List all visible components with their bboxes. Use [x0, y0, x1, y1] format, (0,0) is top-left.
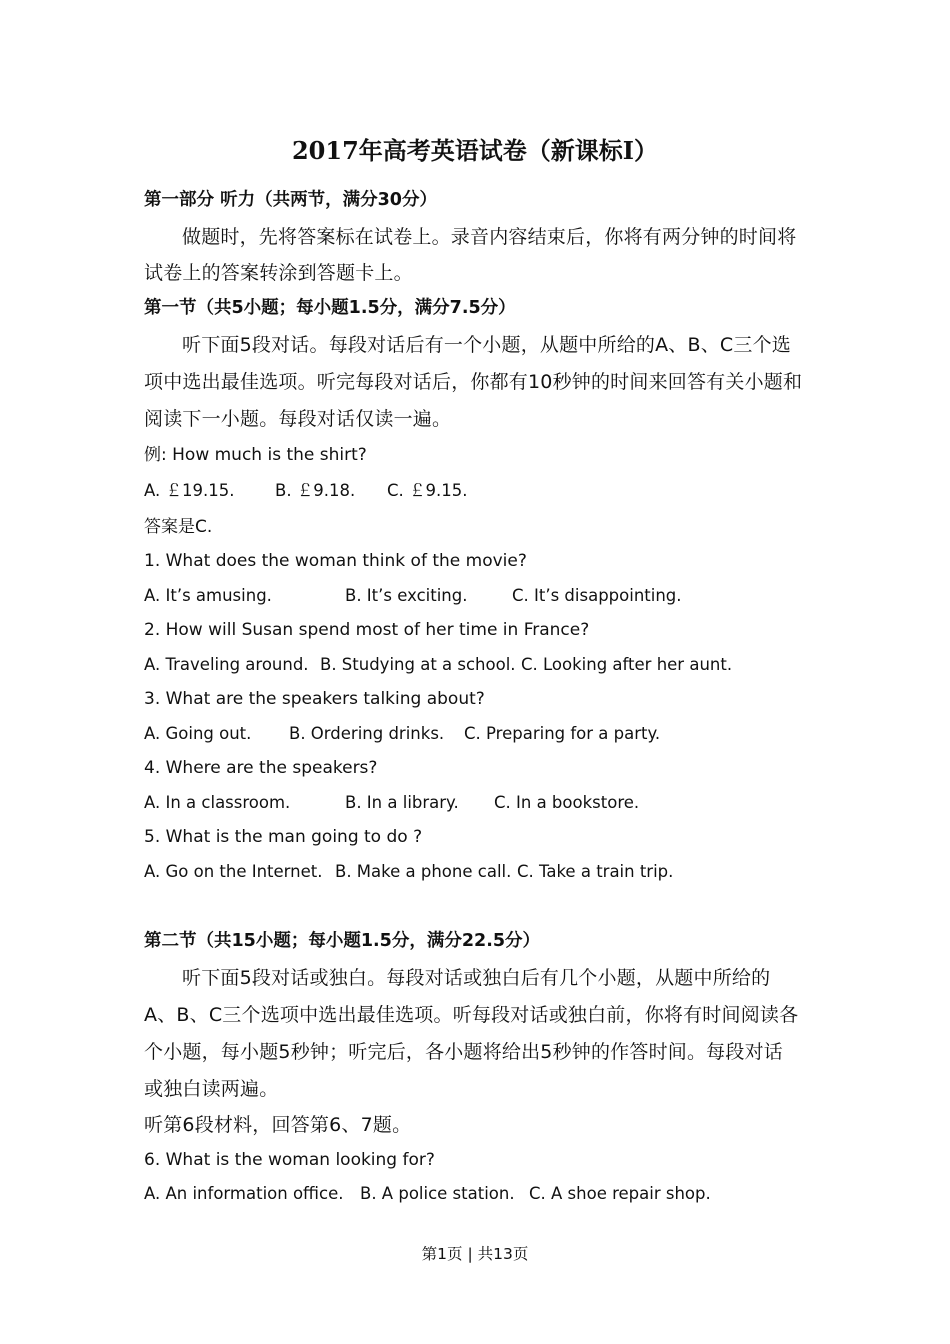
q2-option-b: B. Studying at a school.	[320, 655, 516, 674]
section1-desc-line2: 项中选出最佳选项。听完每段对话后，你都有10秒钟的时间来回答有关小题和	[144, 371, 803, 393]
q4-option-b: B. In a library.	[345, 793, 459, 812]
question-4: 4. Where are the speakers?	[144, 758, 378, 778]
section2-desc-line3: 个小题，每小题5秒钟；听完后，各小题将给出5秒钟的作答时间。每段对话	[144, 1041, 783, 1063]
q6-option-a: A. An information office.	[144, 1184, 344, 1203]
q3-option-b: B. Ordering drinks.	[289, 724, 445, 743]
part1-heading: 第一部分 听力（共两节，满分30分）	[144, 190, 437, 210]
section1-heading: 第一节（共5小题；每小题1.5分，满分7.5分）	[144, 298, 516, 318]
q3-option-c: C. Preparing for a party.	[464, 724, 661, 743]
q2-option-c: C. Looking after her aunt.	[521, 655, 733, 674]
q3-option-a: A. Going out.	[144, 724, 252, 743]
q1-option-c: C. It’s disappointing.	[512, 586, 682, 605]
part1-intro-line2: 试卷上的答案转涂到答题卡上。	[144, 262, 413, 284]
page-footer: 第1页 | 共13页	[421, 1245, 529, 1263]
material-6-instruction: 听第6段材料，回答第6、7题。	[144, 1114, 412, 1136]
q5-option-b: B. Make a phone call.	[335, 862, 512, 881]
section1-desc-line3: 阅读下一小题。每段对话仅读一遍。	[144, 408, 452, 430]
question-5: 5. What is the man going to do ?	[144, 827, 423, 847]
q5-option-a: A. Go on the Internet.	[144, 862, 323, 881]
example-question: 例: How much is the shirt?	[144, 445, 367, 465]
section2-desc-line1: 听下面5段对话或独白。每段对话或独白后有几个小题，从题中所给的	[182, 967, 771, 989]
q5-option-c: C. Take a train trip.	[517, 862, 674, 881]
question-6: 6. What is the woman looking for?	[144, 1150, 435, 1170]
q4-option-c: C. In a bookstore.	[494, 793, 640, 812]
part1-intro-line1: 做题时，先将答案标在试卷上。录音内容结束后，你将有两分钟的时间将	[182, 226, 797, 248]
question-3: 3. What are the speakers talking about?	[144, 689, 485, 709]
q1-option-a: A. It’s amusing.	[144, 586, 272, 605]
example-option-b: B. ￡9.18.	[275, 481, 356, 500]
page-title: 2017年高考英语试卷（新课标Ⅰ）	[291, 136, 659, 165]
q1-option-b: B. It’s exciting.	[345, 586, 468, 605]
section1-desc-line1: 听下面5段对话。每段对话后有一个小题，从题中所给的A、B、C三个选	[182, 334, 791, 356]
example-option-a: A. ￡19.15.	[144, 481, 235, 500]
section2-heading: 第二节（共15小题；每小题1.5分，满分22.5分）	[144, 931, 541, 951]
q6-option-b: B. A police station.	[360, 1184, 515, 1203]
example-answer: 答案是C.	[144, 517, 213, 537]
section2-desc-line2: A、B、C三个选项中选出最佳选项。听每段对话或独白前，你将有时间阅读各	[144, 1004, 799, 1026]
example-option-c: C. ￡9.15.	[387, 481, 468, 500]
question-1: 1. What does the woman think of the movie?	[144, 551, 527, 571]
q2-option-a: A. Traveling around.	[144, 655, 309, 674]
question-2: 2. How will Susan spend most of her time in France?	[144, 620, 590, 640]
section2-desc-line4: 或独白读两遍。	[144, 1078, 279, 1100]
q6-option-c: C. A shoe repair shop.	[529, 1184, 711, 1203]
q4-option-a: A. In a classroom.	[144, 793, 291, 812]
